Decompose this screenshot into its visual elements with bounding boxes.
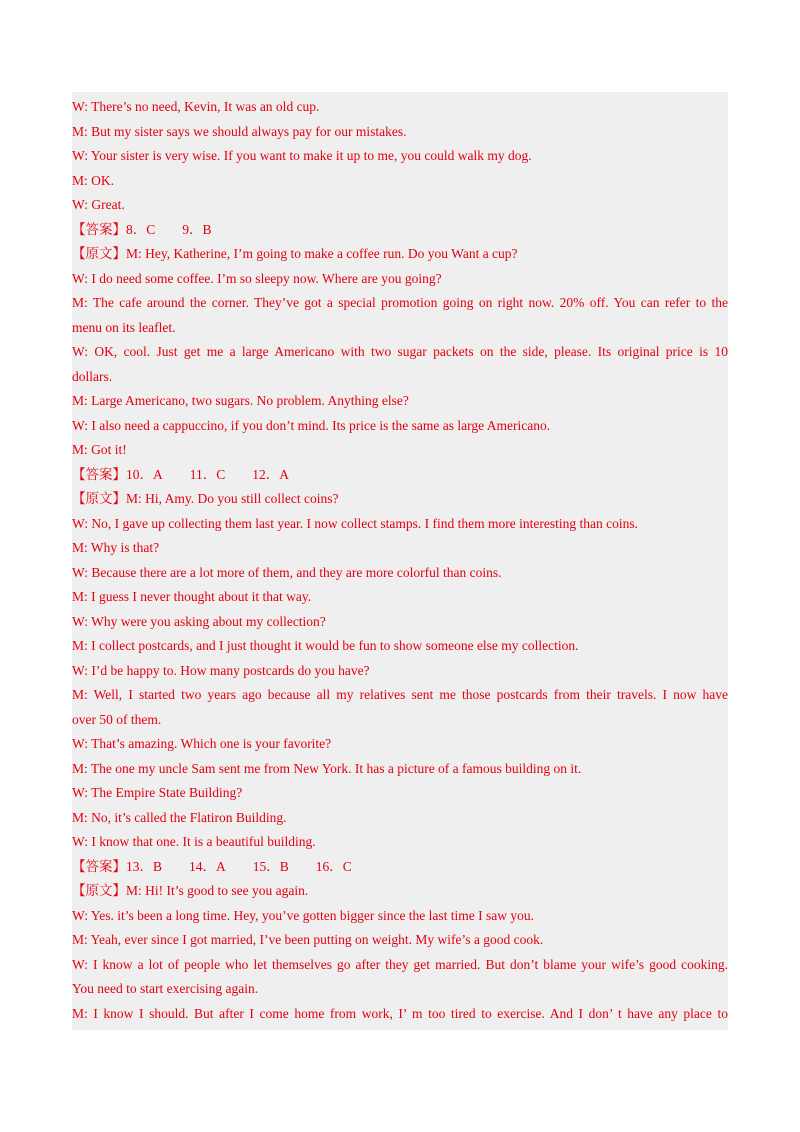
text-line: W: That’s amazing. Which one is your favorite?	[72, 736, 332, 751]
text-line: M: No, it’s called the Flatiron Building.	[72, 809, 287, 825]
text-line: W: Yes. it’s been a long time. Hey, you’ve gotten bigger since the last time I saw you.	[72, 907, 535, 923]
text-line: M: The one my uncle Sam sent me from New York. It has a picture of a famous building on it.	[72, 760, 582, 776]
text-line: over 50 of them.	[72, 711, 162, 727]
text-line: W: Because there are a lot more of them, and they are more colorful than coins.	[72, 564, 502, 580]
text-line: W: I know that one. It is a beautiful building.	[72, 834, 316, 849]
text-line: W: I also need a cappuccino, if you don’t mind. Its price is the same as large Americano.	[72, 417, 551, 433]
text-line: M: I know I should. But after I come home from work, I’ m too tired to exercise. And I don’ t have any place to	[72, 1005, 728, 1021]
text-line: M: I collect postcards, and I just thought it would be fun to show someone else my collection.	[72, 638, 579, 653]
text-line: M: Large Americano, two sugars. No problem. Anything else?	[72, 393, 409, 408]
text-line: W: No, I gave up collecting them last year. I now collect stamps. I find them more interesting than coins.	[72, 515, 638, 531]
text-line: W: I’d be happy to. How many postcards do you have?	[72, 662, 370, 678]
text-line: W: The Empire State Building?	[72, 785, 243, 800]
text-line: W: OK, cool. Just get me a large Americano with two sugar packets on the side, please. Its original price is 10	[72, 344, 728, 359]
text-line: 【原文】M: Hey, Katherine, I’m going to make a coffee run. Do you Want a cup?	[72, 246, 518, 261]
text-line: 【答案】10．A 11．C 12．A	[72, 466, 290, 482]
text-line: W: Your sister is very wise. If you want to make it up to me, you could walk my dog.	[72, 148, 532, 163]
text-line: dollars.	[72, 368, 113, 384]
text-line: You need to start exercising again.	[72, 981, 259, 996]
text-line: W: I do need some coffee. I’m so sleepy now. Where are you going?	[72, 270, 442, 286]
text-line: M: Yeah, ever since I got married, I’ve been putting on weight. My wife’s a good cook.	[72, 932, 544, 947]
text-line: 【答案】8．C 9．B	[72, 221, 212, 237]
text-line: M: Well, I started two years ago because all my relatives sent me those postcards from their travels. I now have	[72, 687, 728, 702]
text-line: menu on its leaflet.	[72, 319, 176, 335]
text-line: M: But my sister says we should always pay for our mistakes.	[72, 123, 407, 139]
text-line: 【答案】13．B 14．A 15．B 16．C	[72, 858, 352, 874]
text-line: W: Great.	[72, 197, 125, 212]
text-line: 【原文】M: Hi! It’s good to see you again.	[72, 883, 309, 898]
text-line: 【原文】M: Hi, Amy. Do you still collect coins?	[72, 491, 339, 506]
text-line: M: Why is that?	[72, 540, 160, 555]
text-line: W: Why were you asking about my collection?	[72, 613, 326, 629]
text-line: M: Got it!	[72, 442, 127, 457]
text-line: M: The cafe around the corner. They’ve got a special promotion going on right now. 20% off. You can refer to the	[72, 295, 728, 310]
text-line: M: I guess I never thought about it that way.	[72, 589, 312, 604]
text-line: W: There’s no need, Kevin, It was an old cup.	[72, 99, 320, 114]
document-body	[72, 92, 728, 1030]
text-line: M: OK.	[72, 172, 115, 188]
text-line: W: I know a lot of people who let themselves go after they get married. But don’t blame your wife’s good cooking.	[72, 956, 728, 972]
